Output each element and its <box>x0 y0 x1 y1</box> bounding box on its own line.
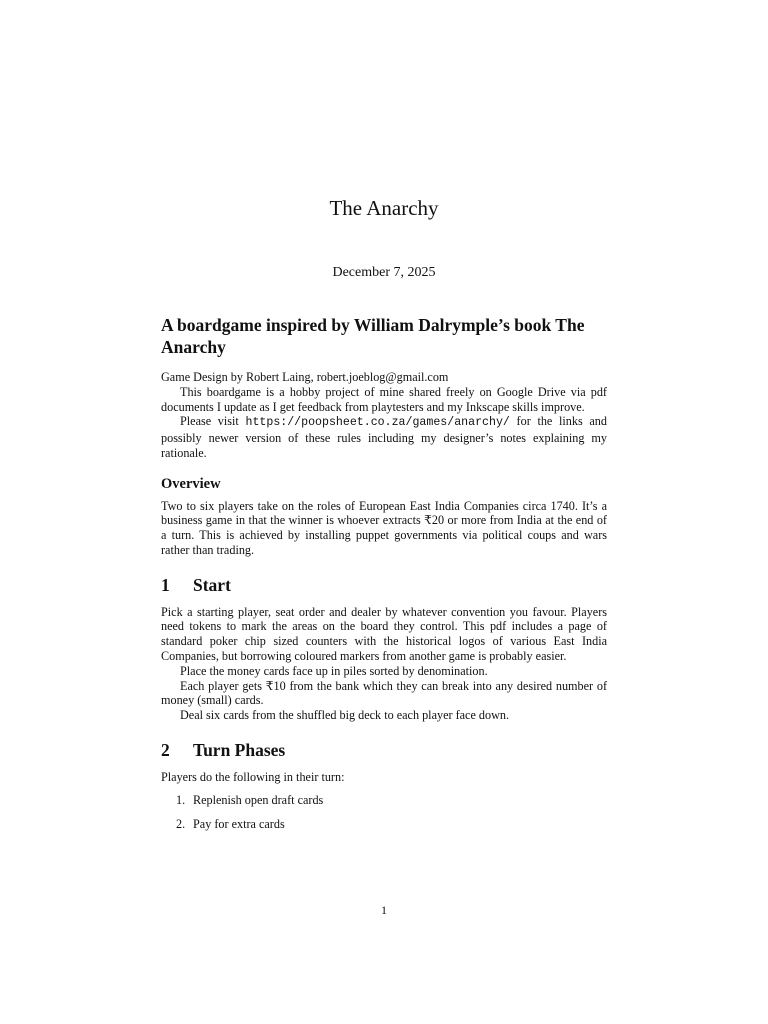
section-title: Start <box>193 574 231 595</box>
intro-text-after-link: for the links and possibly newer version of these rules including my designer’s notes explaining my rationale. <box>161 414 607 460</box>
start-paragraph-4: Deal six cards from the shuffled big deck to each player face down. <box>180 708 510 723</box>
section-number: 1 <box>161 574 170 595</box>
main-heading: A boardgame inspired by William Dalrymple’s book The Anarchy <box>161 315 585 357</box>
list-item-number: 2. <box>176 817 186 832</box>
start-paragraph-1: Pick a starting player, seat order and dealer by whatever convention you favour. Players need tokens to mark the areas on the board they control. This pdf includes a page of standard poker chip sized counters with the historical logos of various East India Companies, but borrowing coloured markers from another game is probably easier. <box>161 604 607 663</box>
intro-paragraph-1: This boardgame is a hobby project of mine shared freely on Google Drive via pdf documents I update as I get feedback from playtesters and my Inkscape skills improve. <box>161 384 607 414</box>
list-item-text: Pay for extra cards <box>193 817 285 832</box>
phase-list <box>161 793 607 833</box>
document-body <box>161 314 607 842</box>
section-number: 2 <box>161 739 170 760</box>
list-item <box>176 793 607 808</box>
website-link[interactable]: https://poopsheet.co.za/games/anarchy/ <box>245 416 510 430</box>
overview-paragraph: Two to six players take on the roles of European East India Companies circa 1740. It’s a business game in that the winner is whoever extracts ₹20 or more from India at the end of a turn. This is achieved by installing puppet governments via political coups and wars rather than trading. <box>161 498 607 557</box>
list-item-text: Replenish open draft cards <box>193 792 324 807</box>
credit-line: Game Design by Robert Laing, robert.joeblog@gmail.com <box>161 370 449 384</box>
document-date: December 7, 2025 <box>332 265 436 280</box>
section-start-heading <box>161 574 607 595</box>
section-turn-phases-heading <box>161 739 607 760</box>
start-paragraph-2: Place the money cards face up in piles sorted by denomination. <box>180 663 488 678</box>
intro-paragraph-2 <box>161 414 607 460</box>
list-item <box>176 817 607 832</box>
page-number: 1 <box>381 903 387 917</box>
intro-text-before-link: Please visit <box>180 414 246 429</box>
overview-heading: Overview <box>161 475 221 492</box>
turn-phases-intro: Players do the following in their turn: <box>161 769 345 784</box>
document-title: The Anarchy <box>329 196 439 220</box>
section-title: Turn Phases <box>193 739 286 760</box>
list-item-number: 1. <box>176 792 186 807</box>
start-paragraph-3: Each player gets ₹10 from the bank which they can break into any desired number of money (small) cards. <box>161 678 607 708</box>
